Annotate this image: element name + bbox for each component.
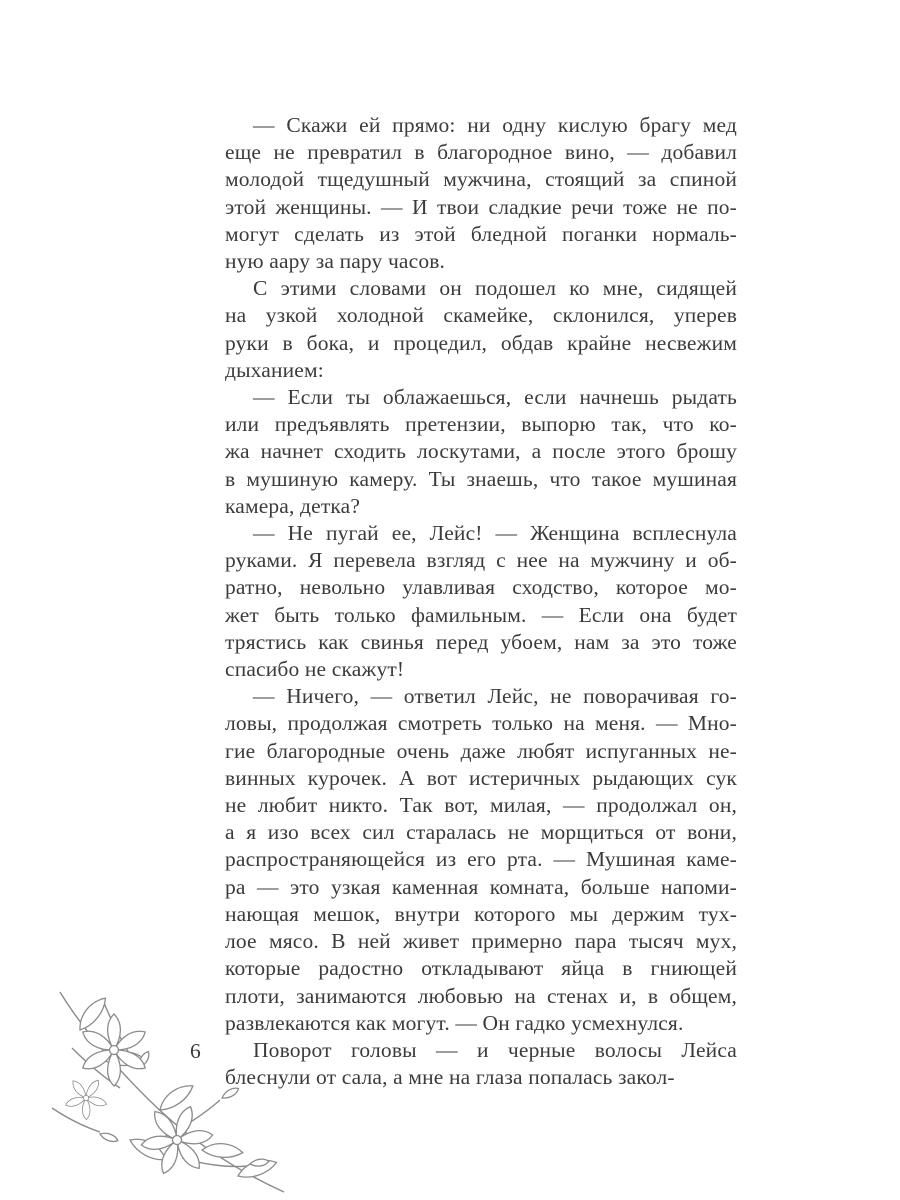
text-line: молодой тщедушный мужчина, стоящий за спиной (225, 167, 737, 192)
text-line: винных курочек. А вот истеричных рыдающих сук (225, 765, 737, 790)
text-line: в мушиную камеру. Ты знаешь, что такое мушиная (225, 466, 737, 491)
text-line: на узкой холодной скамейке, склонился, уперев (225, 303, 737, 328)
text-line: руки в бока, и процедил, обдав крайне несвежим (225, 330, 737, 355)
text-line: или предъявлять претензии, выпорю так, что ко- (225, 412, 737, 437)
text-line: — Если ты облажаешься, если начнешь рыдать (253, 385, 737, 410)
text-line: жа начнет сходить лоскутами, а после этого брошу (225, 439, 737, 464)
text-line: гие благородные очень даже любят испуганных не- (225, 738, 737, 763)
text-line: могут сделать из этой бледной поганки нормаль- (225, 221, 737, 246)
text-line: — Скажи ей прямо: ни одну кислую брагу мед (253, 113, 737, 137)
text-line: еще не превратил в благородное вино, — добавил (225, 140, 737, 165)
page-number: 6 (190, 1039, 201, 1063)
text-line: — Ничего, — ответил Лейс, не поворачивая го- (253, 684, 737, 709)
text-line: нающая мешок, внутри которого мы держим тух- (225, 901, 737, 926)
text-line: этой женщины. — И твои сладкие речи тоже не по- (225, 194, 737, 219)
text-line: плоти, занимаются любовью на стенах и, в общем, (225, 983, 737, 1008)
text-line: — Не пугай ее, Лейс! — Женщина всплеснула (253, 521, 737, 546)
text-line: спасибо не скажут! (225, 657, 405, 682)
text-line: ра — это узкая каменная комната, больше напоми- (225, 874, 737, 899)
text-line: С этими словами он подошел ко мне, сидящей (253, 276, 737, 301)
text-line: жет быть только фамильным. — Если она будет (225, 602, 737, 627)
text-line: камера, детка? (225, 493, 361, 518)
text-line: лое мясо. В ней живет примерно пара тысяч мух, (225, 929, 737, 954)
text-line: ную аару за пару часов. (225, 249, 446, 274)
text-line: ловы, продолжая смотреть только на меня. — Мно- (225, 711, 737, 736)
text-line: а я изо всех сил старалась не морщиться от вони, (225, 820, 737, 845)
text-line: которые радостно откладывают яйца в гниющей (225, 956, 737, 981)
text-line: блеснули от сала, а мне на глаза попалась закол- (225, 1065, 675, 1090)
text-line: дыханием: (225, 357, 324, 382)
text-line: развлекаются как могут. — Он гадко усмехнулся. (225, 1010, 684, 1035)
text-block (225, 112, 737, 1091)
text-line: руками. Я перевела взгляд с нее на мужчину и об- (225, 548, 737, 573)
text-line: Поворот головы — и черные волосы Лейса (253, 1037, 737, 1062)
text-line: распространяющейся из его рта. — Мушиная каме- (225, 847, 737, 872)
text-line: трястись как свинья перед убоем, нам за это тоже (225, 629, 737, 654)
text-line: не любит никто. Так вот, милая, — продолжал он, (225, 793, 737, 818)
text-line: ратно, невольно улавливая сходство, которое мо- (225, 575, 737, 600)
